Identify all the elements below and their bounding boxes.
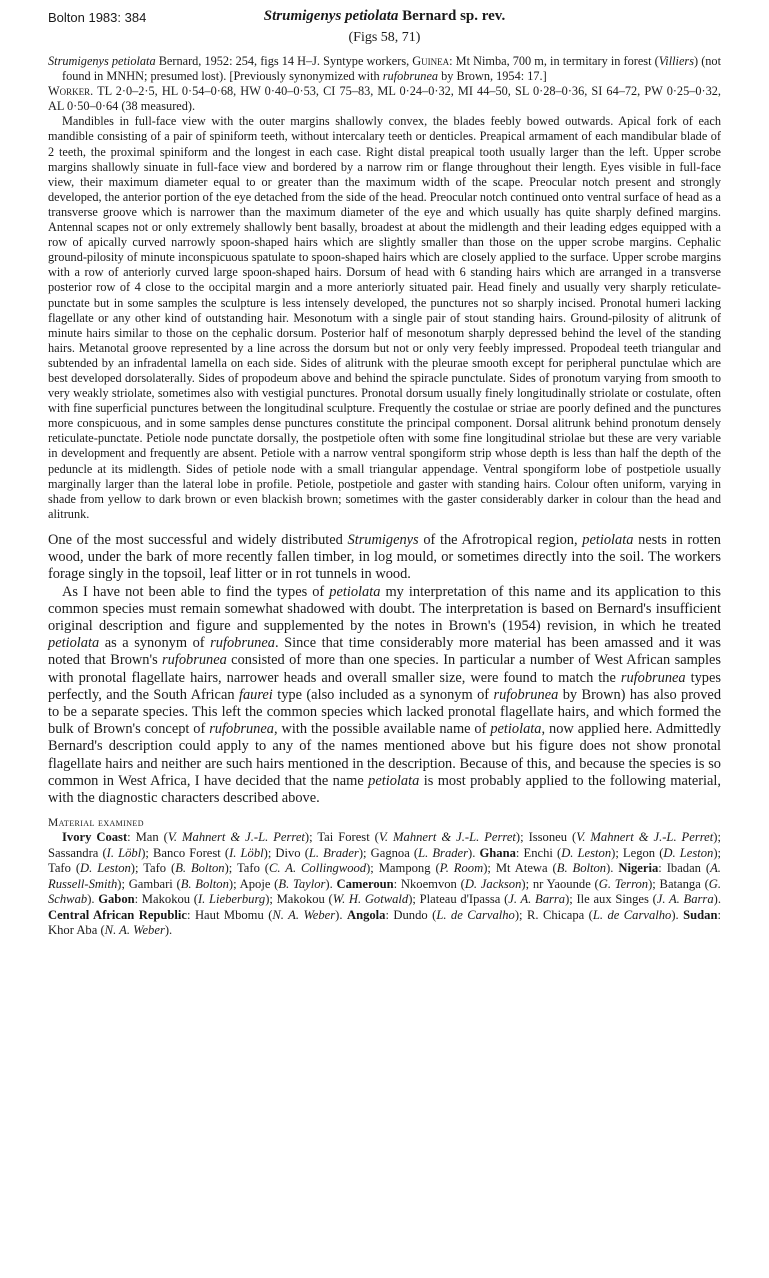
material-collector: L. de Carvalho	[436, 907, 515, 922]
material-collector: N. A. Weber	[104, 923, 165, 938]
material-list	[48, 830, 721, 939]
material-country: Sudan	[683, 907, 718, 922]
material-text: : Haut Mbomu (	[187, 907, 273, 922]
material-text: ); Mt Atewa (	[483, 861, 557, 876]
material-collector: B. Taylor	[278, 876, 326, 891]
material-collector: B. Bolton	[180, 876, 229, 891]
species-author: Bernard	[398, 8, 461, 24]
material-text: : Dundo (	[385, 907, 437, 922]
material-text: ); Tafo (	[48, 845, 722, 876]
material-text: ).	[606, 861, 619, 876]
material-text: ); R. Chicapa (	[514, 907, 593, 922]
material-text: ); nr Yaounde (	[521, 876, 599, 891]
material-collector: C. A. Collingwood	[269, 861, 367, 876]
worker-measurements	[48, 84, 721, 114]
material-text: ); Tai Forest (	[304, 830, 379, 845]
material-collector: D. Leston	[561, 845, 612, 860]
material-text: : Ibadan (	[658, 861, 711, 876]
synonymy-paragraph	[48, 54, 721, 84]
synonymy-collector: Villiers	[658, 54, 694, 68]
material-heading: Material examined	[48, 817, 144, 830]
material-text: ); Plateau d'Ipassa (	[408, 892, 509, 907]
material-country: Nigeria	[618, 861, 659, 876]
material-text: ); Sassandra (	[48, 830, 721, 860]
material-collector: P. Room	[439, 861, 484, 876]
material-country: Central African Republic	[48, 907, 188, 922]
material-text: : Man (	[127, 830, 168, 845]
material-text: ); Apoje (	[228, 876, 279, 891]
material-text: ).	[468, 845, 480, 860]
material-text: ); Tafo (	[224, 861, 269, 876]
synonymy-text: : Mt Nimba, 700 m, in termitary in forest (	[449, 54, 659, 68]
material-collector: I. Löbl	[229, 845, 264, 860]
material-text: ).	[671, 907, 684, 922]
material-collector: L. de Carvalho	[592, 907, 672, 922]
measurements-text: . TL 2·0–2·5, HL 0·54–0·68, HW 0·40–0·53, CI 75–83, ML 0·24–0·32, MI 44–50, SL 0·28–0·36, SI 64–72, PW 0·25–0·32, AL 0·50–0·64 (38 measured).	[48, 84, 721, 114]
material-text: ).	[164, 923, 173, 938]
material-country: Gabon	[98, 892, 135, 907]
running-head: Bolton 1983: 384	[48, 10, 147, 25]
material-text: ).	[325, 876, 337, 891]
material-collector: N. A. Weber	[272, 907, 336, 922]
material-collector: D. Jackson	[464, 876, 522, 891]
material-country: Cameroun	[336, 876, 394, 891]
page-header	[48, 8, 721, 28]
material-text: ); Gambari (	[117, 876, 181, 891]
material-collector: W. H. Gotwald	[332, 892, 409, 907]
material-collector: L. Brader	[308, 845, 359, 860]
material-text: : Enchi (	[515, 845, 562, 860]
discussion-section	[48, 532, 721, 807]
material-collector: V. Mahnert & J.-L. Perret	[378, 830, 516, 845]
material-text: ).	[87, 892, 99, 907]
material-collector: G. Terron	[598, 876, 649, 891]
material-collector: I. Löbl	[106, 845, 142, 860]
synonymy-taxon: rufobrunea	[382, 69, 439, 84]
worker-description: Mandibles in full-face view with the outer margins shallowly convex, the blades feebly bowed outwards. Apical fork of each mandible consisting of a pair of spiniform teeth, without intercalary teeth or denticles. Preapical armament of each mandibular blade of 2 teeth, the proximal spiniform and the longest in each case. Right distal preapical tooth usually larger than the left. Upper scrobe margins shallowly sinuate in full-face view and bordered by a narrow rim or flange throughout their length. Eyes visible in full-face view, their maximum diameter equal to or greater than the maximum width of the scape. Preocular notch present and strongly developed, the anterior portion of the eye detached from the side of the head. Preocular notch continued onto ventral surface of head as a transverse groove which is narrower than the maximum diameter of the eye and which usually has quite sharply defined margins. Antennal scapes not or only extremely shallowly bent basally, broadest at about the midlength and their leading edges equipped with a row of apically curved narrowly spoon-shaped hairs which are slightly smaller than those on the upper scrobe margins. Cephalic ground-pilosity of minute inconspicuous spatulate to spoon-shaped hairs which are closely applied to the surface. Upper scrobe margins with a row of anteriorly curved large spoon-shaped hairs. Dorsum of head with 6 standing hairs which are arranged in a transverse posterior row of 4 close to the occipital margin and a more anteriorly situated pair. Head finely and usually very sharply reticulate-punctate but in some samples the sculpture is less intensely developed, the punctures not so sharply incised. Pronotal humeri lacking flagellate or any other kind of outstanding hair. Mesonotum with a single pair of stout standing hairs. Ground-pilosity of alitrunk of minute hairs similar to those on the cephalic dorsum. Posterior half of mesonotum sharply depressed behind the level of the standing hairs. Metanotal groove represented by a line across the dorsum but not or only very feebly impressed. Propodeal teeth triangular and subtended by an infradental lamella on each side. Sides of alitrunk with the pleurae smooth except for peripheral punctulae which are best developed dorsolaterally. Sides of propodeum above and behind the spiracle punctulate. Sides of pronotum varying from smooth to very weakly striolate, sometimes also with vestigial punctures. Pronotal dorsum usually finely longitudinally striolate or costulate, often with fine superficial punctures between the longitudinal sculpture. Frequently the costulae or striae are poorly defined and the punctures more conspicuous, and in some samples dense punctures constitute the principal component. Dorsal alitrunk behind pronotum densely reticulate-punctate. Petiole node punctate dorsally, the postpetiole often with some fine longitudinal striolae but these are very variable in development and frequently are absent. Petiole with a narrow ventral spongiform strip whose depth is less than half the depth of the peduncle at its midlength. Sides of petiole node with a small triangular appendage. Ventral spongiform lobe of postpetiole usually marginally larger than the lateral lobe in profile. Petiole, postpetiole and gaster with standing hairs. Colour often uniform, varying in shade from yellow to dark brown or even blackish brown; sometimes with the gaster considerably darker in colour than the head and alitrunk.	[48, 114, 721, 521]
discussion-paragraph-2: As I have not been able to find the types of petiolata my interpretation of this name and its application to this common species must remain somewhat shadowed with doubt. The interpretation is based on Bernard's insufficient original description and figure and supplemented by the notes in Brown's (1954) revision, in which he treated petiolata as a synonym of rufobrunea. Since that time considerably more material has been amassed and it was noted that Brown's rufobrunea consisted of more than one species. In particular a number of West African samples with pronotal flagellate hairs, narrower heads and overall smaller size, were found to match the rufobrunea types perfectly, and the South African faurei type (also included as a synonym of rufobrunea by Brown) has also proved to be a separate species. This left the common species which lacked pronotal flagellate hairs, and which formed the bulk of Brown's concept of rufobrunea, with the possible available name of petiolata, now applied here. Admittedly Bernard's description could apply to any of the names mentioned above but his figure does not show pronotal flagellate hairs and neither are such hairs mentioned in the description. Because of this, and because the species is so common in West Africa, I have decided that the name petiolata is most probably applied to the following material, with the diagnostic characters described above.	[48, 583, 722, 806]
material-collector: V. Mahnert & J.-L. Perret	[576, 830, 714, 845]
synonymy-species: Strumigenys petiolata	[48, 54, 156, 68]
material-collector: A. Russell-Smith	[48, 861, 721, 891]
species-title	[48, 8, 721, 25]
synonymy-locality-country: Guinea	[412, 54, 450, 68]
figure-reference: (Figs 58, 71)	[348, 30, 421, 45]
material-country: Ivory Coast	[62, 830, 128, 845]
discussion-paragraph-1: One of the most successful and widely distributed Strumigenys of the Afrotropical region, petiolata nests in rotten wood, under the bark of more recently fallen timber, in log mould, or sometimes directly into the soil. The workers forage singly in the topsoil, leaf litter or in rot tunnels in wood.	[48, 531, 721, 583]
material-text: ); Mampong (	[366, 861, 440, 876]
material-collector: D. Leston	[663, 845, 714, 860]
taxonomic-status: sp. rev.	[460, 8, 506, 24]
worker-label: Worker	[48, 84, 91, 99]
material-text: ); Tafo (	[130, 861, 176, 876]
material-text: : Nkoemvon (	[393, 876, 465, 891]
material-text: ); Banco Forest (	[141, 845, 230, 860]
material-collector: J. A. Barra	[508, 892, 566, 907]
synonymy-text: Bernard, 1952: 254, figs 14 H–J. Syntype workers,	[155, 54, 413, 68]
material-text: ); Batanga (	[648, 876, 709, 891]
synonymy-text: ) (not found in MNHN; presumed lost). [Previously synonymized with	[62, 54, 721, 84]
material-text: ); Ile aux Singes (	[565, 892, 657, 907]
material-text: ); Divo (	[263, 845, 309, 860]
material-collector: B. Bolton	[556, 861, 607, 876]
material-text: : Makokou (	[134, 892, 198, 907]
synonymy-text: by Brown, 1954: 17.]	[438, 69, 547, 84]
material-collector: B. Bolton	[175, 861, 225, 876]
material-country: Ghana	[479, 845, 516, 860]
material-text: ); Gagnoa (	[358, 845, 419, 860]
species-name: Strumigenys petiolata	[263, 8, 399, 24]
material-collector: G. Schwab	[48, 876, 722, 907]
material-text: ).	[713, 892, 721, 907]
material-collector: D. Leston	[80, 861, 131, 876]
material-text: ); Legon (	[611, 845, 664, 860]
material-text: ).	[335, 907, 347, 922]
material-text: ); Makokou (	[265, 892, 333, 907]
material-text: ); Issoneu (	[515, 830, 577, 845]
material-country: Angola	[346, 907, 386, 922]
synonymy-block	[48, 54, 721, 522]
material-collector: J. A. Barra	[656, 892, 714, 907]
material-collector: I. Lieberburg	[197, 892, 266, 907]
material-text: : Khor Aba (	[48, 907, 721, 938]
material-collector: V. Mahnert & J.-L. Perret	[167, 830, 305, 845]
material-collector: L. Brader	[418, 845, 469, 860]
